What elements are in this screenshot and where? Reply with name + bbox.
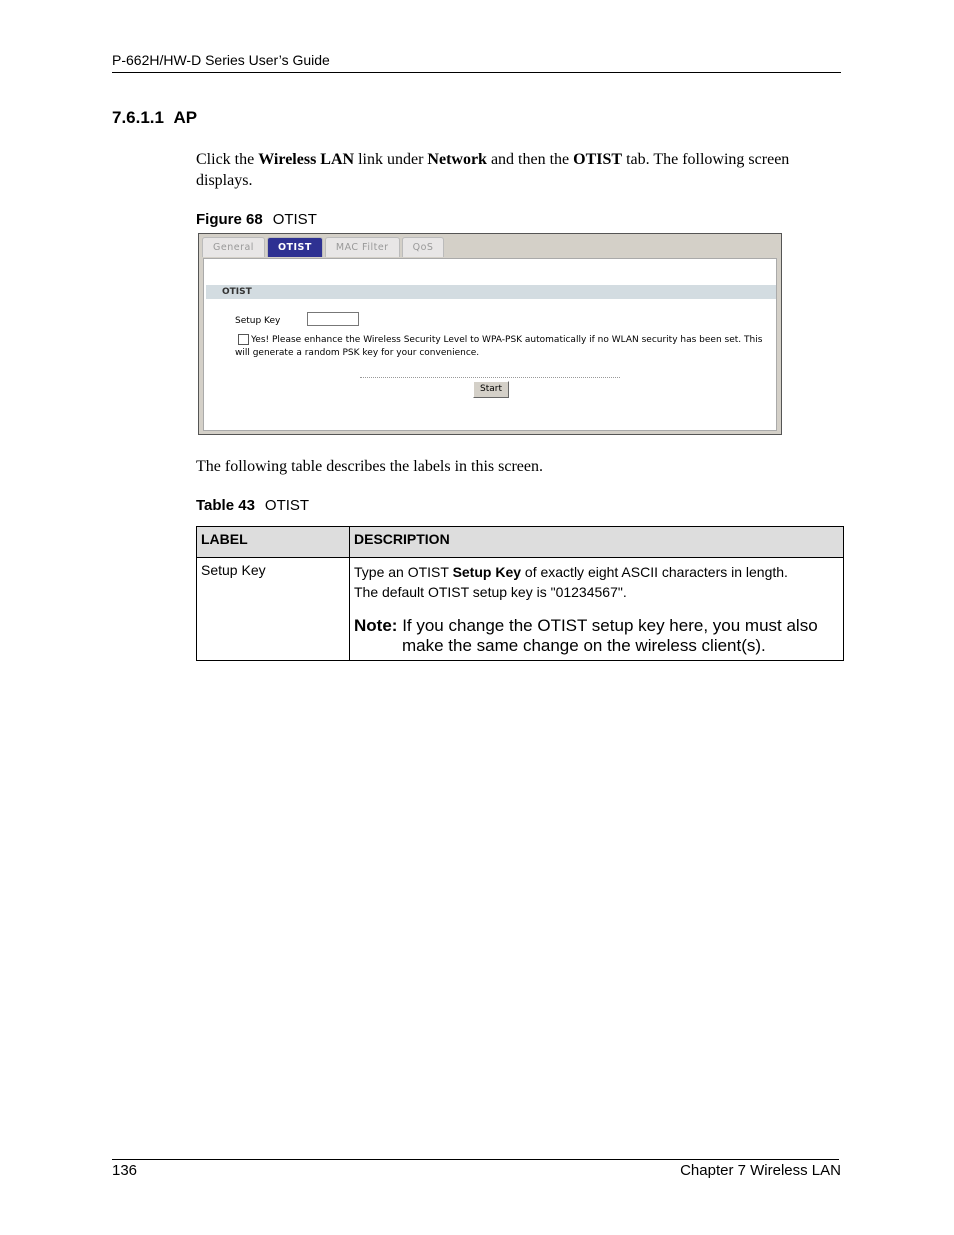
section-number: 7.6.1.1 <box>112 108 164 127</box>
row-label: Setup Key <box>197 558 350 661</box>
tab-qos[interactable]: QoS <box>402 237 445 257</box>
intro-paragraph: Click the Wireless LAN link under Network and then the OTIST tab. The following screen displays. <box>196 151 790 189</box>
tab-general[interactable]: General <box>202 237 265 257</box>
note: Note: If you change the OTIST setup key here, you must also make the same change on the wireless client(s). <box>354 616 818 655</box>
page-number: 136 <box>112 1162 138 1179</box>
otist-table <box>196 526 844 661</box>
table-header-row <box>197 527 844 558</box>
setup-key-input[interactable] <box>307 312 359 326</box>
start-button[interactable]: Start <box>473 381 509 398</box>
table-caption: Table 43 OTIST <box>196 497 310 514</box>
otist-section-title: OTIST <box>206 285 776 299</box>
tab-panel <box>203 258 777 431</box>
table-row <box>197 558 844 661</box>
table-intro: The following table describes the labels in this screen. <box>196 458 544 475</box>
section-heading <box>112 108 197 128</box>
divider <box>360 377 620 378</box>
header-rule <box>112 72 841 73</box>
setup-key-label: Setup Key <box>235 316 281 326</box>
tab-mac-filter[interactable]: MAC Filter <box>325 237 400 257</box>
tab-bar <box>202 237 444 257</box>
figure-caption: Figure 68 OTIST <box>196 211 317 228</box>
chapter-title: Chapter 7 Wireless LAN <box>680 1162 841 1179</box>
header-label: LABEL <box>197 527 350 558</box>
row-description: Type an OTIST Setup Key of exactly eight ASCII characters in length. The default OTIST setup key is "01234567". Note: If you change the OTIST setup key here, you must also make the same change on the wireless client(s). <box>350 558 844 661</box>
section-title: AP <box>173 108 198 127</box>
header-description: DESCRIPTION <box>350 527 844 558</box>
otist-screenshot <box>198 233 782 435</box>
footer-rule <box>112 1159 839 1160</box>
tab-otist[interactable]: OTIST <box>267 237 323 257</box>
running-header: P-662H/HW-D Series User’s Guide <box>112 52 330 68</box>
wpa-psk-checkbox-label: Yes! Please enhance the Wireless Security Level to WPA-PSK automatically if no WLAN security has been set. This will generate a random PSK key for your convenience. <box>235 335 763 358</box>
